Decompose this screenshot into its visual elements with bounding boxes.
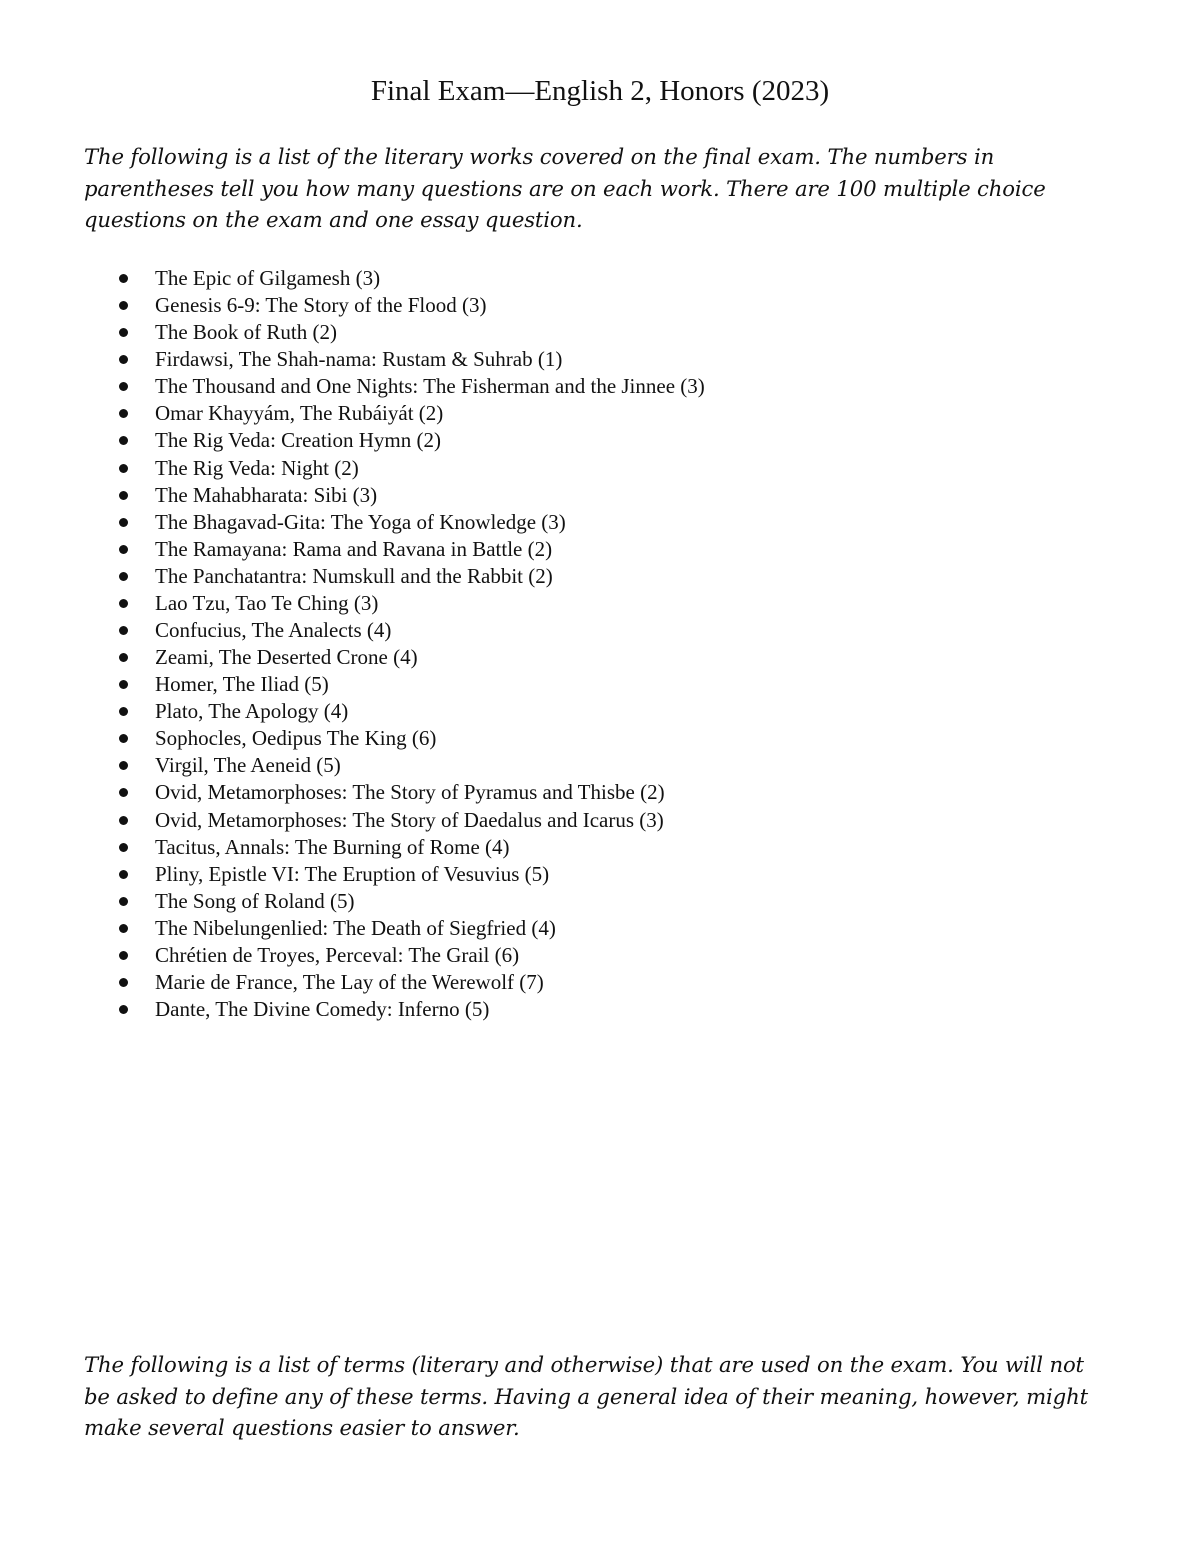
bullet-icon xyxy=(119,355,128,364)
work-title: Genesis 6-9: The Story of the Flood (3) xyxy=(155,293,487,318)
bullet-icon xyxy=(119,680,128,689)
work-title: Lao Tzu, Tao Te Ching (3) xyxy=(155,590,379,615)
work-title: The Rig Veda: Creation Hymn (2) xyxy=(155,428,441,453)
bullet-icon xyxy=(119,274,128,283)
work-list-item xyxy=(155,996,1055,1023)
work-list-item xyxy=(155,590,1055,617)
work-title: Dante, The Divine Comedy: Inferno (5) xyxy=(155,997,490,1022)
bullet-icon xyxy=(119,328,128,337)
work-list-item xyxy=(155,509,1055,536)
work-title: Marie de France, The Lay of the Werewolf (7) xyxy=(155,970,544,995)
bullet-icon xyxy=(119,761,128,770)
work-list-item xyxy=(155,779,1055,806)
bullet-icon xyxy=(119,599,128,608)
work-title: The Ramayana: Rama and Ravana in Battle (2) xyxy=(155,536,553,561)
bullet-icon xyxy=(119,707,128,716)
bullet-icon xyxy=(119,572,128,581)
work-list-item xyxy=(155,942,1055,969)
bullet-icon xyxy=(119,653,128,662)
bullet-icon xyxy=(119,301,128,310)
work-title: Tacitus, Annals: The Burning of Rome (4) xyxy=(155,834,510,859)
work-title: Firdawsi, The Shah-nama: Rustam & Suhrab (1) xyxy=(155,347,563,372)
work-title: Ovid, Metamorphoses: The Story of Daedalus and Icarus (3) xyxy=(155,807,664,832)
bullet-icon xyxy=(119,491,128,500)
work-title: Virgil, The Aeneid (5) xyxy=(155,753,341,778)
work-list-item xyxy=(155,644,1055,671)
work-list-item xyxy=(155,482,1055,509)
work-list-item xyxy=(155,536,1055,563)
work-list-item xyxy=(155,969,1055,996)
work-list-item xyxy=(155,861,1055,888)
work-list-item xyxy=(155,671,1055,698)
work-list-item xyxy=(155,563,1055,590)
work-list-item xyxy=(155,752,1055,779)
terms-intro-paragraph: The following is a list of terms (literary and otherwise) that are used on the exam. You will not be asked to define any of these terms. Having a general idea of their meaning, however, might make several questions easier to answer. xyxy=(84,1352,1088,1440)
work-list-item xyxy=(155,807,1055,834)
bullet-icon xyxy=(119,870,128,879)
works-list xyxy=(155,265,1055,1023)
work-list-item xyxy=(155,292,1055,319)
work-title: Zeami, The Deserted Crone (4) xyxy=(155,645,418,670)
document-title: Final Exam—English 2, Honors (2023) xyxy=(370,75,830,107)
works-intro-paragraph: The following is a list of the literary works covered on the final exam. The numbers in parentheses tell you how many questions are on each work. There are 100 multiple choice questions on the exam and one essay question. xyxy=(84,144,1046,232)
work-title: The Thousand and One Nights: The Fisherman and the Jinnee (3) xyxy=(155,374,705,399)
work-title: The Book of Ruth (2) xyxy=(155,320,337,345)
bullet-icon xyxy=(119,924,128,933)
work-title: The Bhagavad-Gita: The Yoga of Knowledge (3) xyxy=(155,509,566,534)
work-title: Ovid, Metamorphoses: The Story of Pyramus and Thisbe (2) xyxy=(155,780,665,805)
work-list-item xyxy=(155,915,1055,942)
bullet-icon xyxy=(119,409,128,418)
bullet-icon xyxy=(119,518,128,527)
bullet-icon xyxy=(119,734,128,743)
bullet-icon xyxy=(119,788,128,797)
work-title: Homer, The Iliad (5) xyxy=(155,672,329,697)
work-list-item xyxy=(155,346,1055,373)
bullet-icon xyxy=(119,1005,128,1014)
work-list-item xyxy=(155,319,1055,346)
work-title: Confucius, The Analects (4) xyxy=(155,618,392,643)
work-list-item xyxy=(155,373,1055,400)
work-title: The Panchatantra: Numskull and the Rabbit (2) xyxy=(155,563,553,588)
bullet-icon xyxy=(119,464,128,473)
bullet-icon xyxy=(119,545,128,554)
work-title: The Nibelungenlied: The Death of Siegfried (4) xyxy=(155,915,556,940)
bullet-icon xyxy=(119,978,128,987)
work-list-item xyxy=(155,265,1055,292)
work-list-item xyxy=(155,888,1055,915)
work-title: The Rig Veda: Night (2) xyxy=(155,455,359,480)
bullet-icon xyxy=(119,626,128,635)
bullet-icon xyxy=(119,951,128,960)
bullet-icon xyxy=(119,816,128,825)
work-title: The Song of Roland (5) xyxy=(155,888,355,913)
work-title: Sophocles, Oedipus The King (6) xyxy=(155,726,437,751)
bullet-icon xyxy=(119,382,128,391)
work-title: Plato, The Apology (4) xyxy=(155,699,349,724)
work-list-item xyxy=(155,617,1055,644)
work-title: Omar Khayyám, The Rubáiyát (2) xyxy=(155,401,444,426)
work-title: The Epic of Gilgamesh (3) xyxy=(155,266,381,290)
bullet-icon xyxy=(119,897,128,906)
work-list-item xyxy=(155,725,1055,752)
work-list-item xyxy=(155,400,1055,427)
bullet-icon xyxy=(119,843,128,852)
work-list-item xyxy=(155,455,1055,482)
bullet-icon xyxy=(119,436,128,445)
work-list-item xyxy=(155,834,1055,861)
work-title: Pliny, Epistle VI: The Eruption of Vesuvius (5) xyxy=(155,861,550,886)
work-title: The Mahabharata: Sibi (3) xyxy=(155,482,378,507)
work-title: Chrétien de Troyes, Perceval: The Grail (6) xyxy=(155,942,520,967)
work-list-item xyxy=(155,427,1055,454)
work-list-item xyxy=(155,698,1055,725)
